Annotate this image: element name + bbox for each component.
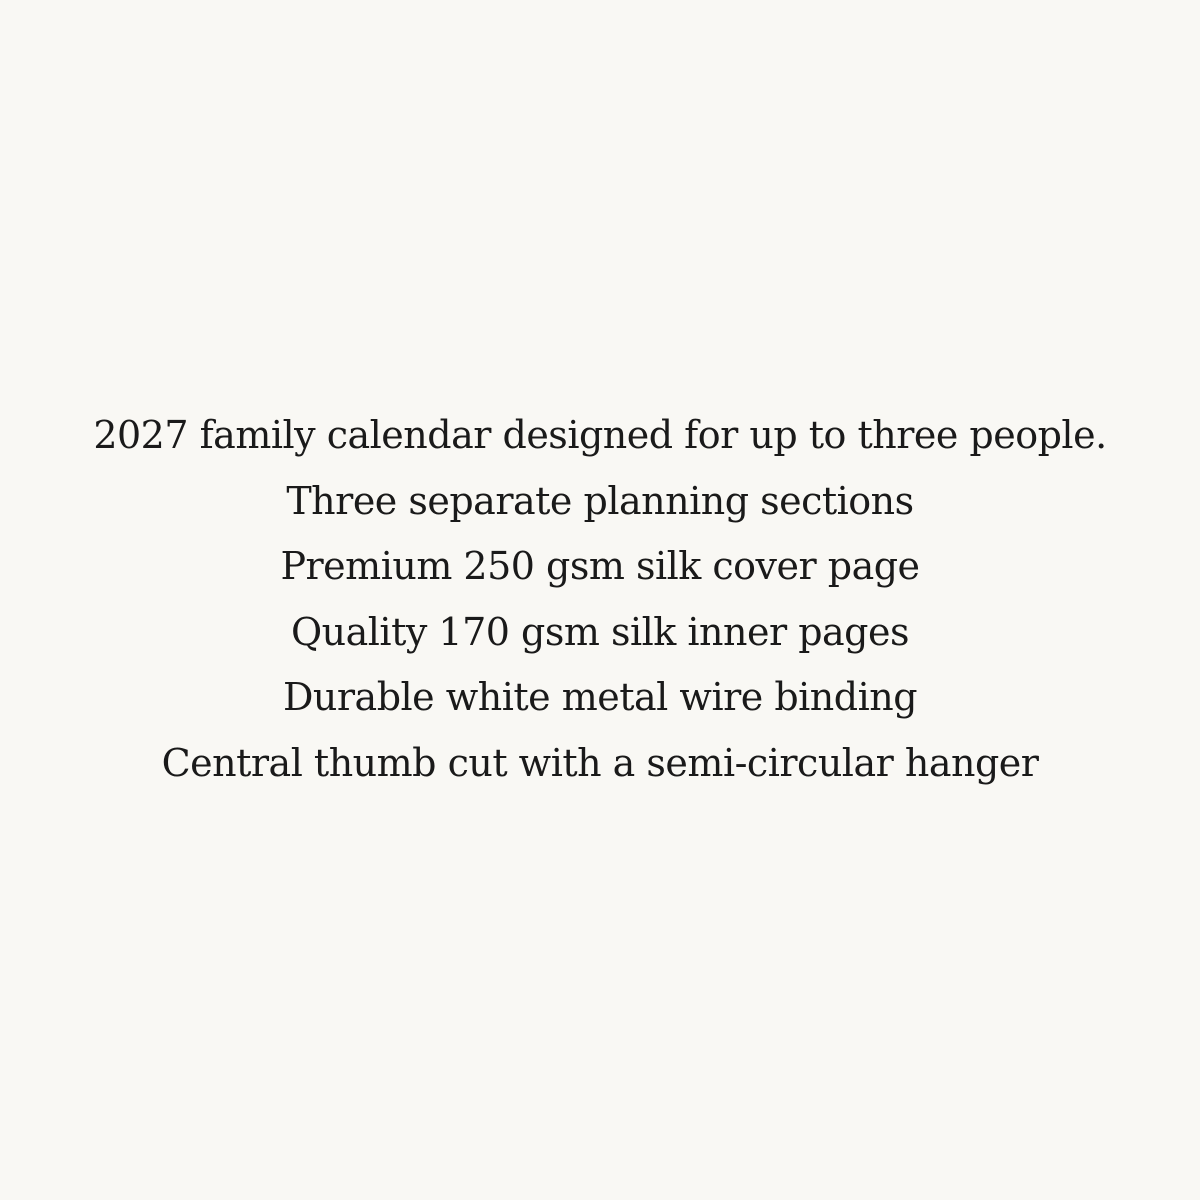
description-line-inner-pages: Quality 170 gsm silk inner pages [291, 609, 909, 654]
description-line-binding: Durable white metal wire binding [282, 675, 918, 719]
description-line-hanger: Central thumb cut with a semi-circular hanger [161, 740, 1039, 785]
description-line-intro: 2027 family calendar designed for up to three people. [93, 413, 1107, 457]
product-description [0, 403, 1200, 796]
description-line-sections: Three separate planning sections [286, 478, 914, 523]
description-line-cover: Premium 250 gsm silk cover page [280, 544, 920, 588]
